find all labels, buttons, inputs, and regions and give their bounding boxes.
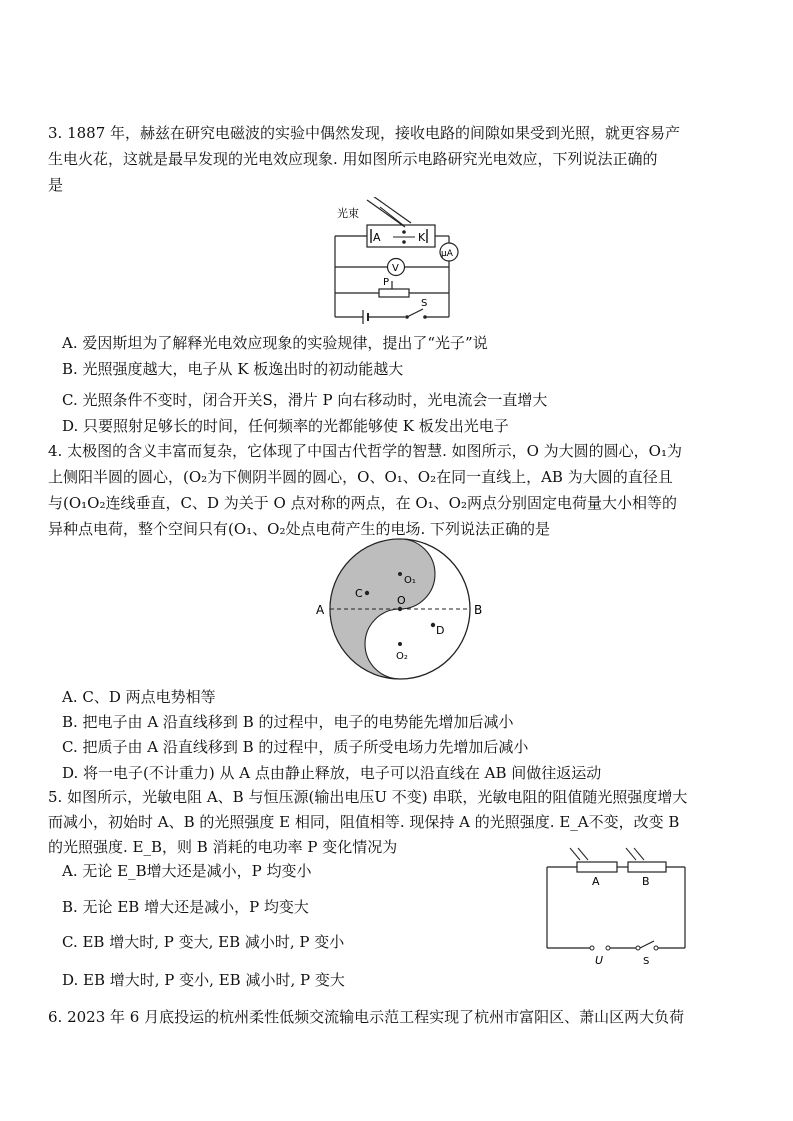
- slider-p-label: P: [383, 277, 390, 288]
- q3-option-c: C. 光照条件不变时，闭合开关S，滑片 P 向右移动时，光电流会一直增大: [62, 391, 548, 409]
- q5-stem-line-3: 的光照强度. E_B，则 B 消耗的电功率 P 变化情况为: [48, 838, 398, 856]
- point-d: [431, 623, 435, 627]
- label-o: O: [397, 594, 406, 607]
- q5-option-a: A. 无论 E_B增大还是减小，P 均变小: [62, 862, 312, 880]
- switch-s-label: S: [421, 298, 428, 309]
- q4-stem-line-2: 上侧阳半圆的圆心，(O₂为下侧阴半圆的圆心，O、O₁、O₂在同一直线上，AB 为大圆的直径且: [48, 468, 673, 486]
- q4-option-a: A. C、D 两点电势相等: [62, 688, 216, 706]
- microammeter-label: μA: [441, 249, 453, 259]
- q4-option-b: B. 把电子由 A 沿直线移到 B 的过程中，电子的电势能先增加后减小: [62, 713, 514, 731]
- q3-stem-line-2: 生电火花，这就是最早发现的光电效应现象. 用如图所示电路研究光电效应，下列说法正确的: [48, 150, 658, 168]
- q4-stem-line-4: 异种点电荷，整个空间只有(O₁、O₂处点电荷产生的电场. 下列说法正确的是: [48, 520, 551, 538]
- label-b: B: [474, 603, 483, 617]
- point-o1: [398, 572, 402, 576]
- beam-label: 光束: [337, 207, 359, 220]
- q5-stem-line-2: 而减小，初始时 A、B 的光照强度 E 相同，阻值相等. 现保持 A 的光照强度. E_A不变，改变 B: [48, 813, 680, 831]
- q4-option-d: D. 将一电子(不计重力) 从 A 点由静止释放，电子可以沿直线在 AB 间做往返运动: [62, 764, 602, 782]
- point-o2: [398, 642, 402, 646]
- switch-s-label: S: [643, 956, 650, 967]
- taiji-figure: [300, 538, 500, 680]
- q5-option-d: D. EB 增大时, P 变小, EB 减小时, P 变大: [62, 971, 345, 989]
- q3-stem-line-3: 是: [48, 176, 64, 194]
- photoresistor-a: [577, 862, 617, 872]
- q3-stem-line-1: 3. 1887 年，赫兹在研究电磁波的实验中偶然发现，接收电路的间隙如果受到光照，就更容易产: [48, 124, 681, 142]
- label-d: D: [436, 624, 445, 637]
- q3-option-b: B. 光照强度越大，电子从 K 板逸出时的初动能越大: [62, 360, 404, 378]
- plate-k-label: K: [418, 231, 426, 244]
- q6-stem-line-1: 6. 2023 年 6 月底投运的杭州柔性低频交流输电示范工程实现了杭州市富阳区、萧山区两大负荷: [48, 1008, 685, 1026]
- q4-option-c: C. 把质子由 A 沿直线移到 B 的过程中，质子所受电场力先增加后减小: [62, 738, 529, 756]
- label-o1: O₁: [404, 575, 416, 586]
- resistor-a-label: A: [592, 875, 600, 888]
- q5-option-c: C. EB 增大时, P 变大, EB 减小时, P 变小: [62, 933, 345, 951]
- plate-a-label: A: [373, 231, 381, 244]
- q5-option-b: B. 无论 EB 增大还是减小，P 均变大: [62, 898, 309, 916]
- rheostat: [379, 289, 409, 297]
- label-c: C: [355, 587, 363, 600]
- resistor-b-label: B: [642, 875, 650, 888]
- q5-stem-line-1: 5. 如图所示，光敏电阻 A、B 与恒压源(输出电压U 不变) 串联，光敏电阻的阻值随光照强度增大: [48, 788, 688, 806]
- voltmeter-label: V: [392, 263, 399, 274]
- point-c: [365, 591, 369, 595]
- photoelectric-circuit-figure: [325, 197, 475, 327]
- photoresistor-b: [628, 862, 666, 872]
- q4-stem-line-3: 与(O₁O₂连线垂直，C、D 为关于 O 点对称的两点，在 O₁、O₂两点分别固定电荷量大小相等的: [48, 494, 677, 512]
- q3-option-a: A. 爱因斯坦为了解释光电效应现象的实验规律，提出了“光子”说: [62, 334, 488, 352]
- source-u-label: U: [595, 954, 604, 967]
- q3-option-d: D. 只要照射足够长的时间，任何频率的光都能够使 K 板发出光电子: [62, 417, 509, 435]
- label-a: A: [316, 603, 325, 617]
- point-o: [398, 607, 402, 611]
- label-o2: O₂: [396, 651, 408, 662]
- q4-stem-line-1: 4. 太极图的含义丰富而复杂，它体现了中国古代哲学的智慧. 如图所示，O 为大圆的圆心，O₁为: [48, 442, 682, 460]
- photoresistor-circuit-figure: [540, 842, 690, 970]
